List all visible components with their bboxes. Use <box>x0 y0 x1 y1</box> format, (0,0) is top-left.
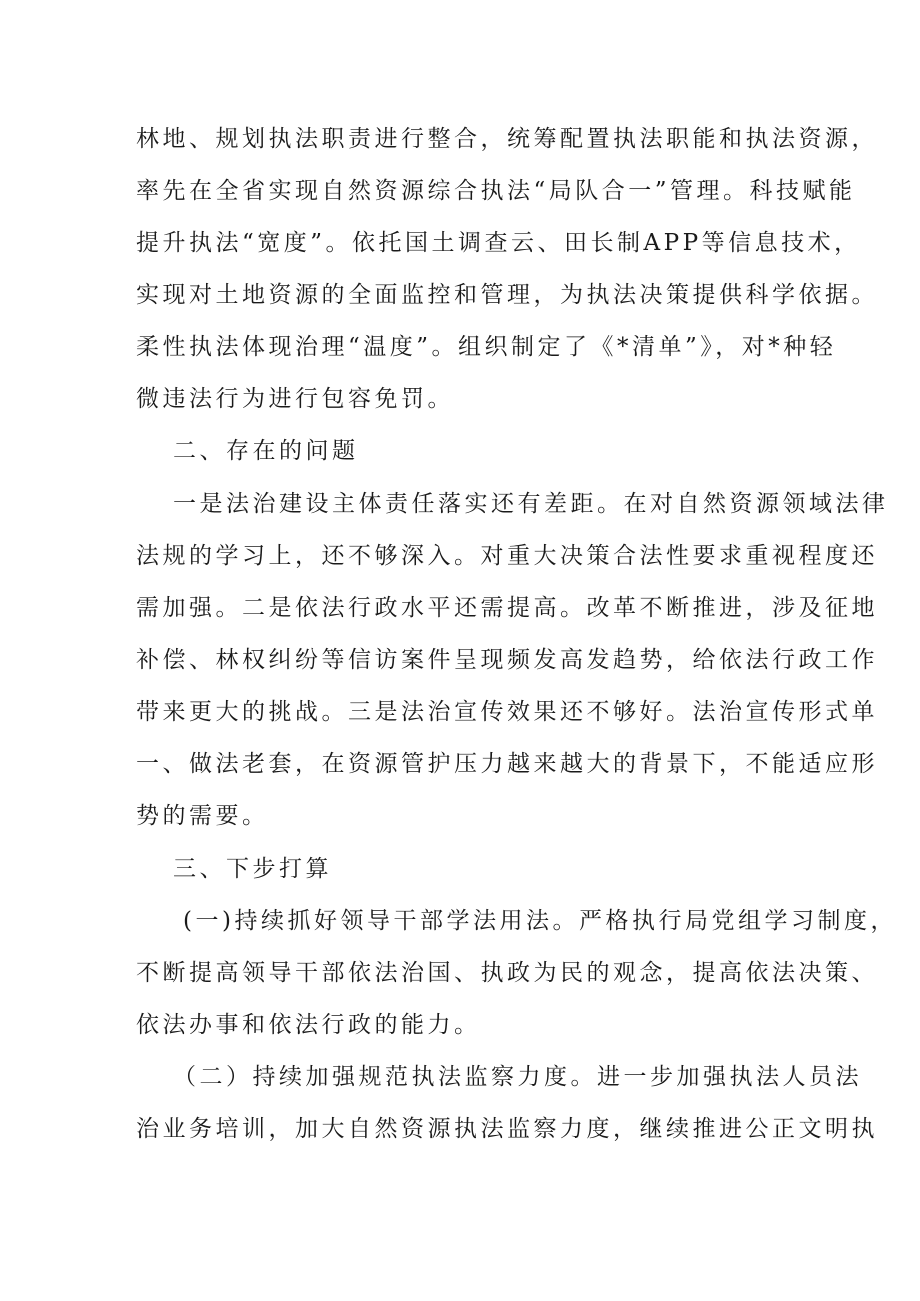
section-heading-problems: 二、存在的问题 <box>173 438 359 464</box>
body-text-line: 需加强。二是依法行政水平还需提高。改革不断推进，涉及征地 <box>136 595 878 621</box>
body-text-line: 不断提高领导干部依法治国、执政为民的观念，提高依法决策、 <box>136 960 878 986</box>
body-text-line: 法规的学习上，还不够深入。对重大决策合法性要求重视程度还 <box>136 543 878 569</box>
body-text-line: 依法办事和依法行政的能力。 <box>136 1012 481 1038</box>
body-text-line: 一是法治建设主体责任落实还有差距。在对自然资源领域法律 <box>173 491 889 517</box>
body-text-line: 补偿、林权纠纷等信访案件呈现频发高发趋势，给依法行政工作 <box>136 647 878 673</box>
body-text-line: 林地、规划执法职责进行整合，统筹配置执法职能和执法资源， <box>136 126 878 152</box>
body-text-line: 治业务培训，加大自然资源执法监察力度，继续推进公正文明执 <box>136 1116 878 1142</box>
body-text-line: 微违法行为进行包容免罚。 <box>136 386 454 412</box>
body-text-line: (一)持续抓好领导干部学法用法。严格执行局党组学习制度， <box>183 908 897 934</box>
body-text-line: 实现对土地资源的全面监控和管理，为执法决策提供科学依据。 <box>136 282 878 308</box>
body-text-line: 势的需要。 <box>136 803 269 829</box>
body-text-line: 一、做法老套，在资源管护压力越来越大的背景下，不能适应形 <box>136 751 878 777</box>
body-text-line: 柔性执法体现治理“温度”。组织制定了《*清单”》，对*种轻 <box>136 334 837 360</box>
body-text-line: （二）持续加强规范执法监察力度。进一步加强执法人员法 <box>173 1064 862 1090</box>
body-text-line: 带来更大的挑战。三是法治宣传效果还不够好。法治宣传形式单 <box>136 699 878 725</box>
section-heading-next-steps: 三、下步打算 <box>173 856 332 882</box>
body-text-line: 提升执法“宽度”。依托国土调查云、田长制APP等信息技术， <box>136 230 861 256</box>
body-text-line: 率先在全省实现自然资源综合执法“局队合一”管理。科技赋能 <box>136 178 856 204</box>
